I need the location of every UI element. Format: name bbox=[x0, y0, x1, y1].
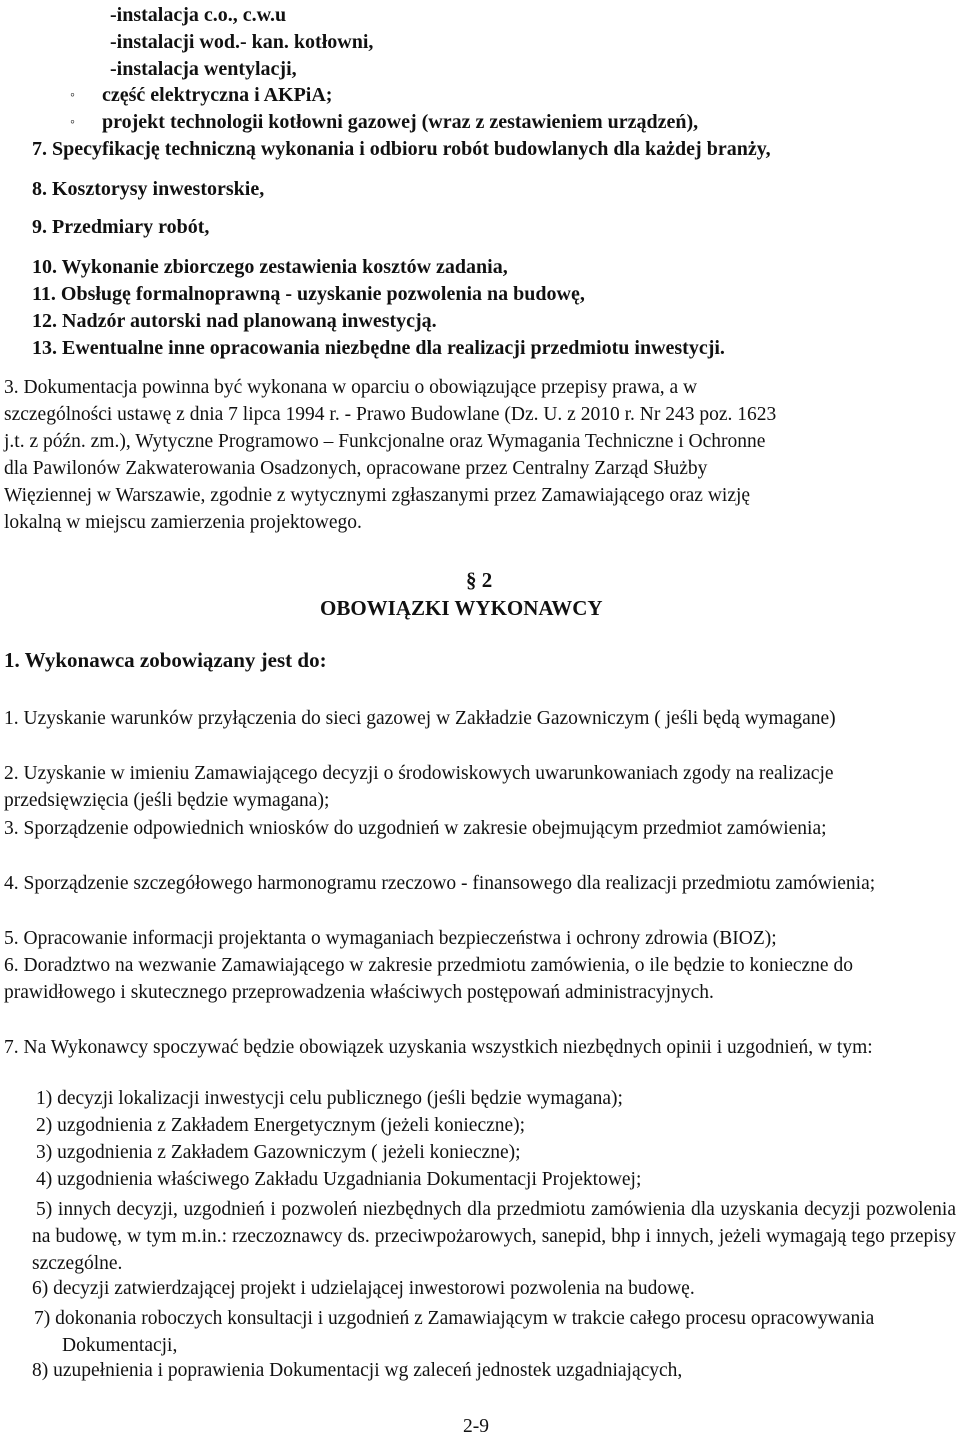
duty-item-2: 2. Uzyskanie w imieniu Zamawiającego decyzji o środowiskowych uwarunkowaniach zgody na realizacje przedsięwzięcia (jeśli będzie wymagana); bbox=[4, 763, 834, 811]
paragraph-3-line: Więziennej w Warszawie, zgodnie z wytycznymi zgłaszanymi przez Zamawiającego oraz wizję bbox=[4, 485, 751, 506]
paragraph-3-line: 3. Dokumentacja powinna być wykonana w oparciu o obowiązujące przepisy prawa, a w bbox=[4, 377, 698, 398]
numbered-item-12: 12. Nadzór autorski nad planowaną inwestycją. bbox=[32, 310, 437, 332]
list-item-co-cwu: -instalacja c.o., c.w.u bbox=[110, 4, 287, 26]
sub-item-6: 6) decyzji zatwierdzającej projekt i udzielającej inwestorowi pozwolenia na budowę. bbox=[32, 1278, 695, 1299]
circle-bullet-icon: ◦ bbox=[70, 88, 75, 103]
list-item-wentylacja: -instalacja wentylacji, bbox=[110, 58, 297, 80]
sub-item-4: 4) uzgodnienia właściwego Zakładu Uzgadniania Dokumentacji Projektowej; bbox=[36, 1169, 642, 1190]
duty-item-7: 7. Na Wykonawcy spoczywać będzie obowiązek uzyskania wszystkich niezbędnych opinii i uzgodnień, w tym: bbox=[4, 1037, 873, 1058]
paragraph-3-line: szczególności ustawę z dnia 7 lipca 1994 r. - Prawo Budowlane (Dz. U. z 2010 r. Nr 243 poz. 1623 bbox=[4, 404, 777, 425]
paragraph-3-line: dla Pawilonów Zakwaterowania Osadzonych, opracowane przez Centralny Zarząd Służby bbox=[4, 458, 708, 479]
sub-item-3: 3) uzgodnienia z Zakładem Gazowniczym ( jeżeli konieczne); bbox=[36, 1142, 521, 1163]
section-subhead: 1. Wykonawca zobowiązany jest do: bbox=[4, 648, 327, 672]
duty-item-3: 3. Sporządzenie odpowiednich wniosków do uzgodnień w zakresie obejmującym przedmiot zamówienia; bbox=[4, 818, 827, 839]
circle-bullet-icon: ◦ bbox=[70, 115, 75, 130]
list-item-wod-kan: -instalacji wod.- kan. kotłowni, bbox=[110, 31, 374, 53]
sub-item-2: 2) uzgodnienia z Zakładem Energetycznym (jeżeli konieczne); bbox=[36, 1115, 526, 1136]
sub-item-5: 5) innych decyzji, uzgodnień i pozwoleń niezbędnych dla przedmiotu zamówienia dla uzyskania decyzji pozwolenia na budowę, w tym m.in.: rzeczoznawcy ds. przeciwpożarowych, sanepid, bhp i innych, jeżeli wymagają tego przepisy szczególne. bbox=[32, 1199, 956, 1274]
section-title: OBOWIĄZKI WYKONAWCY bbox=[320, 596, 603, 620]
sub-item-8: 8) uzupełnienia i poprawienia Dokumentacji wg zaleceń jednostek uzgadniających, bbox=[32, 1360, 683, 1381]
list-item-technologia: projekt technologii kotłowni gazowej (wraz z zestawieniem urządzeń), bbox=[102, 111, 699, 133]
section-number: § 2 bbox=[466, 568, 493, 592]
paragraph-3-line: j.t. z późn. zm.), Wytyczne Programowo – Funkcjonalne oraz Wymagania Techniczne i Ochronne bbox=[4, 431, 766, 452]
sub-item-1: 1) decyzji lokalizacji inwestycji celu publicznego (jeśli będzie wymagana); bbox=[36, 1088, 623, 1109]
list-item-elektryczna: część elektryczna i AKPiA; bbox=[102, 84, 333, 106]
duty-item-6: 6. Doradztwo na wezwanie Zamawiającego w zakresie przedmiotu zamówienia, o ile będzie to konieczne do prawidłowego i skutecznego przeprowadzenia właściwych postępowań administracyjnych. bbox=[4, 955, 853, 1003]
numbered-item-7: 7. Specyfikację techniczną wykonania i odbioru robót budowlanych dla każdej branży, bbox=[32, 138, 771, 160]
numbered-item-9: 9. Przedmiary robót, bbox=[32, 216, 210, 238]
duty-item-5: 5. Opracowanie informacji projektanta o wymaganiach bezpieczeństwa i ochrony zdrowia (BIOZ); bbox=[4, 928, 777, 949]
page-number: 2-9 bbox=[463, 1416, 489, 1437]
sub-item-7: 7) dokonania roboczych konsultacji i uzgodnień z Zamawiającym w trakcie całego procesu opracowywania Dokumentacji, bbox=[34, 1308, 875, 1356]
duty-item-1: 1. Uzyskanie warunków przyłączenia do sieci gazowej w Zakładzie Gazowniczym ( jeśli będą wymagane) bbox=[4, 708, 836, 729]
paragraph-3-line: lokalną w miejscu zamierzenia projektowego. bbox=[4, 512, 362, 533]
duty-item-4: 4. Sporządzenie szczegółowego harmonogramu rzeczowo - finansowego dla realizacji przedmiotu zamówienia; bbox=[4, 873, 876, 894]
numbered-item-8: 8. Kosztorysy inwestorskie, bbox=[32, 178, 265, 200]
numbered-item-10: 10. Wykonanie zbiorczego zestawienia kosztów zadania, bbox=[32, 256, 508, 278]
numbered-item-13: 13. Ewentualne inne opracowania niezbędne dla realizacji przedmiotu inwestycji. bbox=[32, 337, 725, 359]
numbered-item-11: 11. Obsługę formalnoprawną - uzyskanie pozwolenia na budowę, bbox=[32, 283, 585, 305]
